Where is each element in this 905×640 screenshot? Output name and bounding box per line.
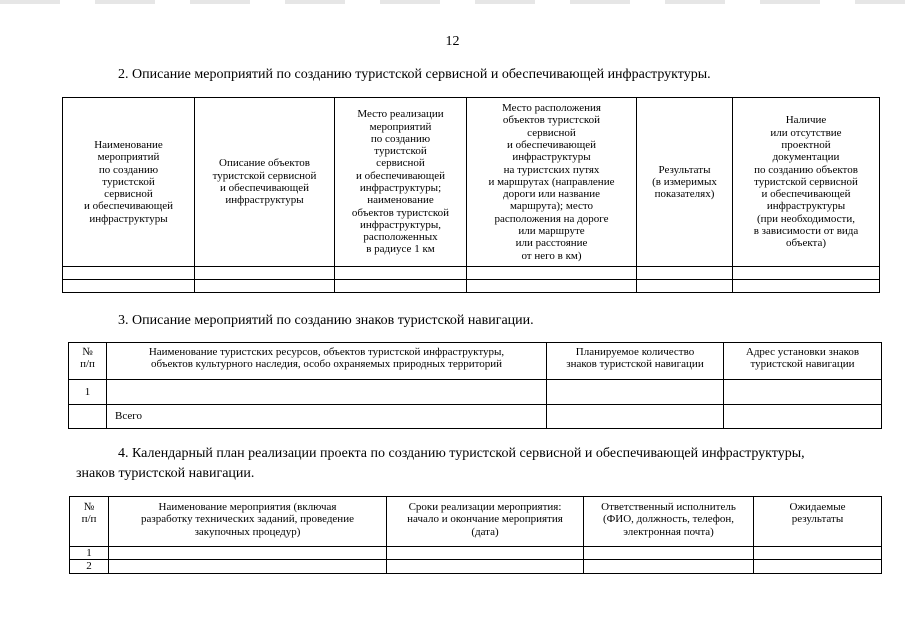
table-cell[interactable] xyxy=(733,267,880,280)
column-header-object-description: Описание объектов туристской сервисной и обеспечивающей инфраструктуры xyxy=(195,98,335,267)
column-header-activity-name: Наименование мероприятия (включая разработку технических заданий, проведение закупочных процедур) xyxy=(109,497,387,547)
table-cell[interactable] xyxy=(467,280,637,293)
table-cell[interactable] xyxy=(195,280,335,293)
table-cell[interactable] xyxy=(63,267,195,280)
column-header-expected-results: Ожидаемые результаты xyxy=(754,497,882,547)
table-cell[interactable] xyxy=(637,280,733,293)
table-cell[interactable] xyxy=(733,280,880,293)
table-cell[interactable] xyxy=(637,267,733,280)
column-header-activity-name: Наименование мероприятий по созданию туристской сервисной и обеспечивающей инфраструктуры xyxy=(63,98,195,267)
section-4-heading-line1: 4. Календарный план реализации проекта по созданию туристской сервисной и обеспечивающей инфраструктуры, xyxy=(118,446,805,461)
table-cell[interactable] xyxy=(724,405,882,429)
table-cell[interactable] xyxy=(754,547,882,560)
column-header-number: № п/п xyxy=(69,343,107,380)
total-row xyxy=(69,405,882,429)
navigation-signs-table xyxy=(68,342,882,429)
table-cell[interactable] xyxy=(754,560,882,573)
section-3-heading: 3. Описание мероприятий по созданию знаков туристской навигации. xyxy=(118,313,534,328)
section-2-heading: 2. Описание мероприятий по созданию туристской сервисной и обеспечивающей инфраструктуры. xyxy=(118,67,711,82)
column-header-installation-address: Адрес установки знаков туристской навигации xyxy=(724,343,882,380)
table-cell[interactable] xyxy=(109,547,387,560)
scan-top-edge xyxy=(0,0,905,4)
table-cell[interactable] xyxy=(387,560,584,573)
row-number: 2 xyxy=(70,560,109,573)
table-row xyxy=(70,560,882,573)
page-number: 12 xyxy=(445,34,460,49)
section-4-heading-line2: знаков туристской навигации. xyxy=(76,466,255,481)
table-cell[interactable] xyxy=(335,280,467,293)
column-header-responsible-person: Ответственный исполнитель (ФИО, должность, телефон, электронная почта) xyxy=(584,497,754,547)
table-row xyxy=(70,547,882,560)
table-cell[interactable] xyxy=(584,560,754,573)
column-header-object-location: Место расположения объектов туристской сервисной и обеспечивающей инфраструктуры на туристских путях и маршрутах (направление дороги или название маршрута); место расположения на дороге или маршруте или расстояние от него в км) xyxy=(467,98,637,267)
table-cell[interactable] xyxy=(109,560,387,573)
calendar-plan-table xyxy=(69,496,882,574)
table-cell[interactable] xyxy=(335,267,467,280)
table-header-row xyxy=(63,98,880,267)
total-label: Всего xyxy=(107,405,547,429)
table-cell xyxy=(69,405,107,429)
column-header-timeline: Сроки реализации мероприятия: начало и окончание мероприятия (дата) xyxy=(387,497,584,547)
table-cell[interactable] xyxy=(63,280,195,293)
infrastructure-activities-table xyxy=(62,97,880,293)
table-row xyxy=(63,280,880,293)
column-header-tourist-resources: Наименование туристских ресурсов, объектов туристской инфраструктуры, объектов культурного наследия, особо охраняемых природных территорий xyxy=(107,343,547,380)
table-header-row xyxy=(69,343,882,380)
table-cell[interactable] xyxy=(724,380,882,405)
table-cell[interactable] xyxy=(547,405,724,429)
column-header-project-documentation: Наличие или отсутствие проектной документации по созданию объектов туристской сервисной и обеспечивающей инфраструктуры (при необходимости, в зависимости от вида объекта) xyxy=(733,98,880,267)
table-header-row xyxy=(70,497,882,547)
column-header-results: Результаты (в измеримых показателях) xyxy=(637,98,733,267)
row-number: 1 xyxy=(70,547,109,560)
table-cell[interactable] xyxy=(547,380,724,405)
table-cell[interactable] xyxy=(584,547,754,560)
table-cell[interactable] xyxy=(195,267,335,280)
table-row xyxy=(63,267,880,280)
table-cell[interactable] xyxy=(467,267,637,280)
column-header-implementation-place: Место реализации мероприятий по созданию туристской сервисной и обеспечивающей инфраструктуры; наименование объектов туристской инфраструктуры, расположенных в радиусе 1 км xyxy=(335,98,467,267)
table-row xyxy=(69,380,882,405)
column-header-number: № п/п xyxy=(70,497,109,547)
table-cell[interactable] xyxy=(107,380,547,405)
table-cell[interactable] xyxy=(387,547,584,560)
row-number: 1 xyxy=(69,380,107,405)
column-header-planned-sign-count: Планируемое количество знаков туристской навигации xyxy=(547,343,724,380)
